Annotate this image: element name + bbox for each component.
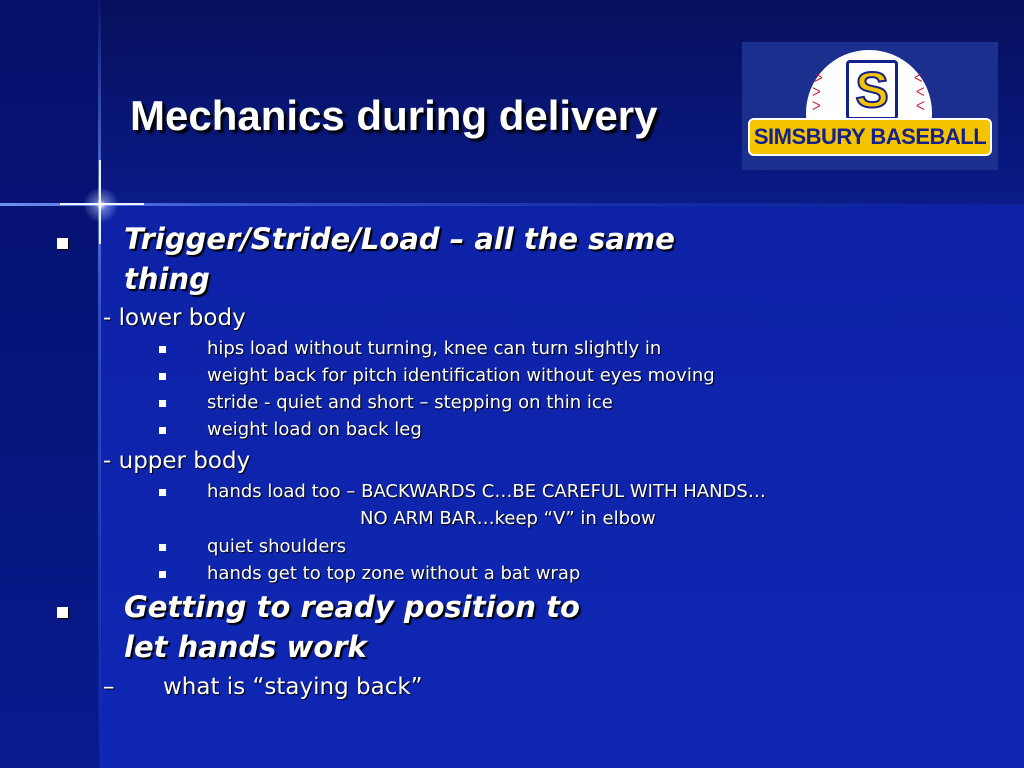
slide-title: Mechanics during delivery bbox=[130, 92, 658, 139]
flare-horizontal bbox=[60, 203, 144, 205]
bullet-square-icon bbox=[159, 400, 166, 407]
lower-body-item-2: weight back for pitch identification without eyes moving bbox=[207, 365, 715, 386]
bullet-square-icon bbox=[159, 427, 166, 434]
bullet-square-icon bbox=[57, 607, 68, 618]
logo-banner bbox=[748, 118, 992, 156]
bullet-square-icon bbox=[159, 346, 166, 353]
flare-vertical bbox=[99, 160, 101, 244]
upper-body-item-1: hands load too – BACKWARDS C…BE CAREFUL WITH HANDS… bbox=[207, 481, 766, 502]
section-heading-lower-body: - lower body bbox=[103, 305, 246, 331]
section-heading-upper-body: - upper body bbox=[103, 448, 251, 474]
bullet-square-icon bbox=[159, 373, 166, 380]
lower-body-item-3: stride - quiet and short – stepping on thin ice bbox=[207, 392, 613, 413]
bullet-square-icon bbox=[159, 544, 166, 551]
lower-body-item-1: hips load without turning, knee can turn slightly in bbox=[207, 338, 662, 359]
upper-body-item-3: hands get to top zone without a bat wrap bbox=[207, 563, 581, 584]
simsbury-baseball-logo bbox=[742, 42, 998, 170]
point-2-subitem: what is “staying back” bbox=[163, 674, 423, 700]
bullet-square-icon bbox=[159, 571, 166, 578]
point-2-line-2: let hands work bbox=[124, 630, 367, 664]
point-2-dash: – bbox=[103, 674, 115, 700]
vertical-light-line bbox=[98, 0, 101, 768]
upper-body-item-2: quiet shoulders bbox=[207, 536, 347, 557]
lower-body-item-4: weight load on back leg bbox=[207, 419, 422, 440]
point-2-line-1: Getting to ready position to bbox=[124, 590, 580, 624]
horizontal-light-line bbox=[0, 203, 1024, 206]
logo-text: SIMSBURY BASEBALL bbox=[753, 124, 987, 149]
point-1-line-1: Trigger/Stride/Load – all the same bbox=[124, 222, 675, 256]
bullet-square-icon bbox=[57, 238, 68, 249]
light-flare bbox=[80, 184, 122, 226]
left-band bbox=[0, 0, 100, 768]
bullet-square-icon bbox=[159, 489, 166, 496]
point-1-line-2: thing bbox=[124, 262, 210, 296]
upper-body-item-1-continuation: NO ARM BAR…keep “V” in elbow bbox=[360, 508, 656, 529]
baseball-graphic: ᐳ ᐳ ᐳ ᐸ ᐸ ᐸ bbox=[742, 42, 998, 118]
logo-letter: S bbox=[846, 60, 898, 120]
